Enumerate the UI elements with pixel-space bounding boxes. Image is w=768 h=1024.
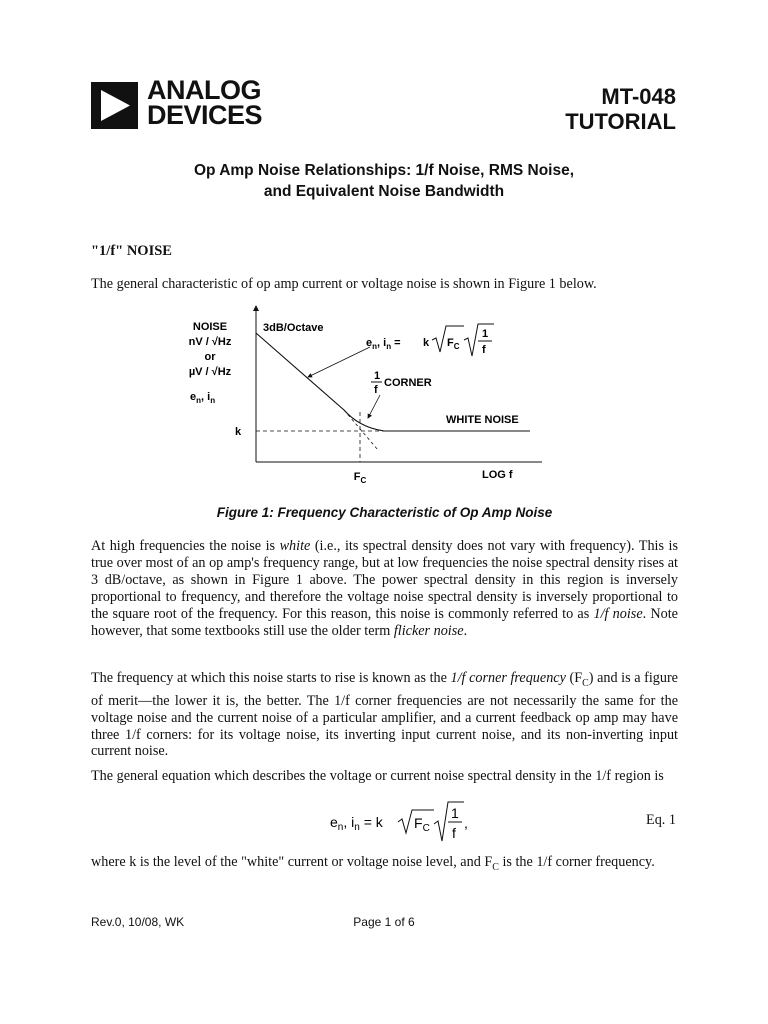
emphasis-1f-noise: 1/f noise [593,605,643,622]
body-paragraph-2: The frequency at which this noise starts to rise is known as the 1/f corner frequency $(F_C)$ and is a figure of merit—the lower it is, the better. The 1/f corner frequencies are not necessarily the same for the voltage noise and the current noise of a particular amplifier, and a current feedback op amp may have three 1/f corners: for its voltage noise, its inverting input current noise, and its non-inverting input current noise. [91,670,678,760]
page-title [90,160,678,202]
sqrt-sign-f [464,324,494,356]
svg-text:en, in = k: $e_n$, $i_n = k$ [330,814,383,833]
footer-page-number: Page 1 of 6 [353,915,415,929]
y-label-line-3: or [204,351,216,363]
corner-label: CORNER [384,377,432,389]
footer-revision: Rev.0, 10/08, WK [91,915,185,929]
title-line-1: Op Amp Noise Relationships: 1/f Noise, RMS Noise, [193,162,575,179]
document-id [565,84,676,134]
emphasis-white: white [279,538,311,554]
emphasis-flicker-noise: flicker noise [393,622,464,639]
figure-equation-k: k [423,337,430,349]
svg-text:FC: $F_C$ [414,815,430,834]
white-noise-label: WHITE NOISE [446,414,519,426]
corner-arrow [368,395,380,418]
body-paragraph-3: The general equation which describes the voltage or current noise spectral density in the 1/f region is [91,768,664,784]
body-paragraph-4: where k is the level of the "white" current or voltage noise level, and $F_C$ is the 1/f corner frequency. [91,854,655,873]
figure-caption: Figure 1: Frequency Characteristic of Op Amp Noise [216,505,553,520]
svg-text:,: , [464,815,468,831]
logo-line-2: DEVICES [147,100,263,130]
title-line-2: and Equivalent Noise Bandwidth [263,183,505,200]
document-type: TUTORIAL [565,109,676,134]
fc-label: $F_C$ [353,471,367,485]
k-label: k [235,426,242,438]
figure-equation-lhs: $e_n$, $i_n$ = [366,337,401,351]
emphasis-corner-frequency: 1/f corner frequency [450,670,566,686]
company-logo-text [147,75,263,130]
svg-text:f: f [452,825,456,841]
equation-1-label: Eq. 1 [646,812,676,828]
analog-devices-logo-icon [91,82,138,129]
slope-label: 3dB/Octave [263,322,324,334]
body-paragraph-1: At high frequencies the noise is white (i.e., its spectral density does not vary with frequency). This is true over most of an op amp's frequency range, but at low frequencies the noise spectral density rises at 3 dB/octave, as shown in Figure 1 above. The power spectral density in this region is inversely proportional to frequency, and therefore the voltage noise spectral density is inversely proportional to the square root of the frequency. For this reason, this noise is commonly referred to as 1/f noise. Note however, that some textbooks still use the older term flicker noise. [91,538,678,639]
y-label-line-5: $e_n$, $i_n$ [190,391,216,405]
y-label-line-1: NOISE [192,321,228,333]
logo-line-1: ANALOG [147,75,261,105]
figure-1-diagram [180,300,560,495]
asymptote-dashed-line [344,410,378,450]
figure-equation-num: 1 [482,328,489,340]
corner-fraction-den: f [374,384,378,396]
equation-arrow [308,347,370,377]
x-axis-label: LOG f [482,469,513,481]
figure-equation-fc: $F_C$ [447,337,460,351]
section-heading: "1/f" NOISE [91,243,172,259]
y-label-line-4: µV / √Hz [188,366,232,378]
figure-equation-den: f [482,344,486,356]
document-number: MT-048 [601,84,676,109]
equation-1 [330,800,470,846]
y-label-line-2: nV / √Hz [188,336,232,348]
intro-paragraph: The general characteristic of op amp current or voltage noise is shown in Figure 1 below. [91,276,597,292]
svg-text:1: 1 [451,805,459,821]
corner-fraction-num: 1 [374,370,381,382]
